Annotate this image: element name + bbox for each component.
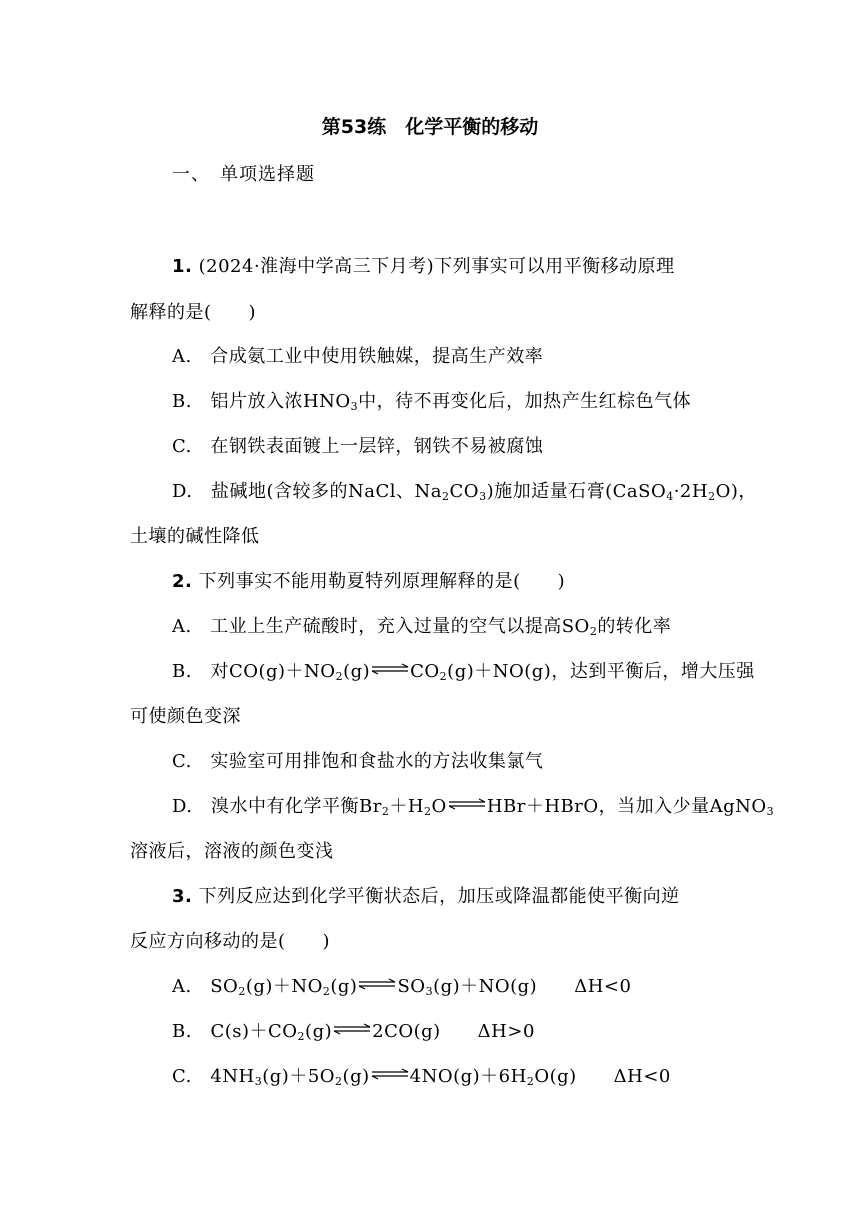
- q3-option-a[interactable]: A. $SO_2(g)+NO_2(g)$ $SO_3(g)+NO(g)$ ΔH<0: [172, 976, 632, 998]
- q3-option-c[interactable]: C. $4NH_3(g)+5O_2(g)$ $4NO(g)+6H_2O(g)$ ΔH<0: [172, 1066, 671, 1088]
- equilibrium-arrow-icon: [447, 798, 487, 810]
- q1-number: 1.: [172, 256, 193, 277]
- q3-stem-cont: 反应方向移动的是( ): [130, 931, 331, 952]
- q2-option-c[interactable]: C. 实验室可用排饱和食盐水的方法收集氯气: [172, 751, 544, 772]
- q1-option-a[interactable]: A. 合成氨工业中使用铁触媒，提高生产效率: [172, 346, 544, 367]
- q2-number: 2.: [172, 571, 193, 592]
- q1-option-c[interactable]: C. 在钢铁表面镀上一层锌，钢铁不易被腐蚀: [172, 436, 544, 457]
- equilibrium-arrow-icon: [357, 978, 397, 990]
- q2-stem: 2. 下列事实不能用勒夏特列原理解释的是( ): [172, 571, 566, 592]
- page-title: 第53练 化学平衡的移动: [321, 116, 539, 138]
- equilibrium-arrow-icon: [370, 663, 410, 675]
- q1-option-d[interactable]: D. 盐碱地(含较多的NaCl、$Na_2CO_3$)施加适量石膏$(CaSO_4\cdot 2H_2O)$，: [172, 481, 757, 503]
- q3-option-b[interactable]: B. $C(s)+CO_2(g)$ 2CO(g) ΔH>0: [172, 1021, 535, 1043]
- q3-number: 3.: [172, 886, 193, 907]
- q2-option-a[interactable]: A. 工业上生产硫酸时，充入过量的空气以提高$SO_2$的转化率: [172, 616, 672, 638]
- equilibrium-arrow-icon: [332, 1023, 372, 1035]
- q2-option-d-cont: 溶液后，溶液的颜色变浅: [130, 841, 334, 862]
- section-heading: 一、 单项选择题: [172, 164, 315, 185]
- q1-stem: 1. (2024·淮海中学高三下月考)下列事实可以用平衡移动原理: [172, 256, 675, 277]
- q1-option-d-cont: 土壤的碱性降低: [130, 526, 260, 547]
- q1-option-b[interactable]: B. 铝片放入浓$HNO_3$中，待不再变化后，加热产生红棕色气体: [172, 391, 692, 413]
- q3-stem: 3. 下列反应达到化学平衡状态后，加压或降温都能使平衡向逆: [172, 886, 680, 907]
- q1-stem-cont: 解释的是( ): [130, 302, 257, 323]
- equilibrium-arrow-icon: [370, 1068, 410, 1080]
- q2-option-d[interactable]: D. 溴水中有化学平衡$Br_2+H_2O$ HBr＋HBrO，当加入少量AgNO$_3$: [172, 796, 775, 818]
- q2-option-b[interactable]: B. 对$CO(g)+NO_2(g)$ $CO_2(g)+NO(g)$，达到平衡后，增大压强: [172, 661, 755, 683]
- q2-option-b-cont: 可使颜色变深: [130, 706, 241, 727]
